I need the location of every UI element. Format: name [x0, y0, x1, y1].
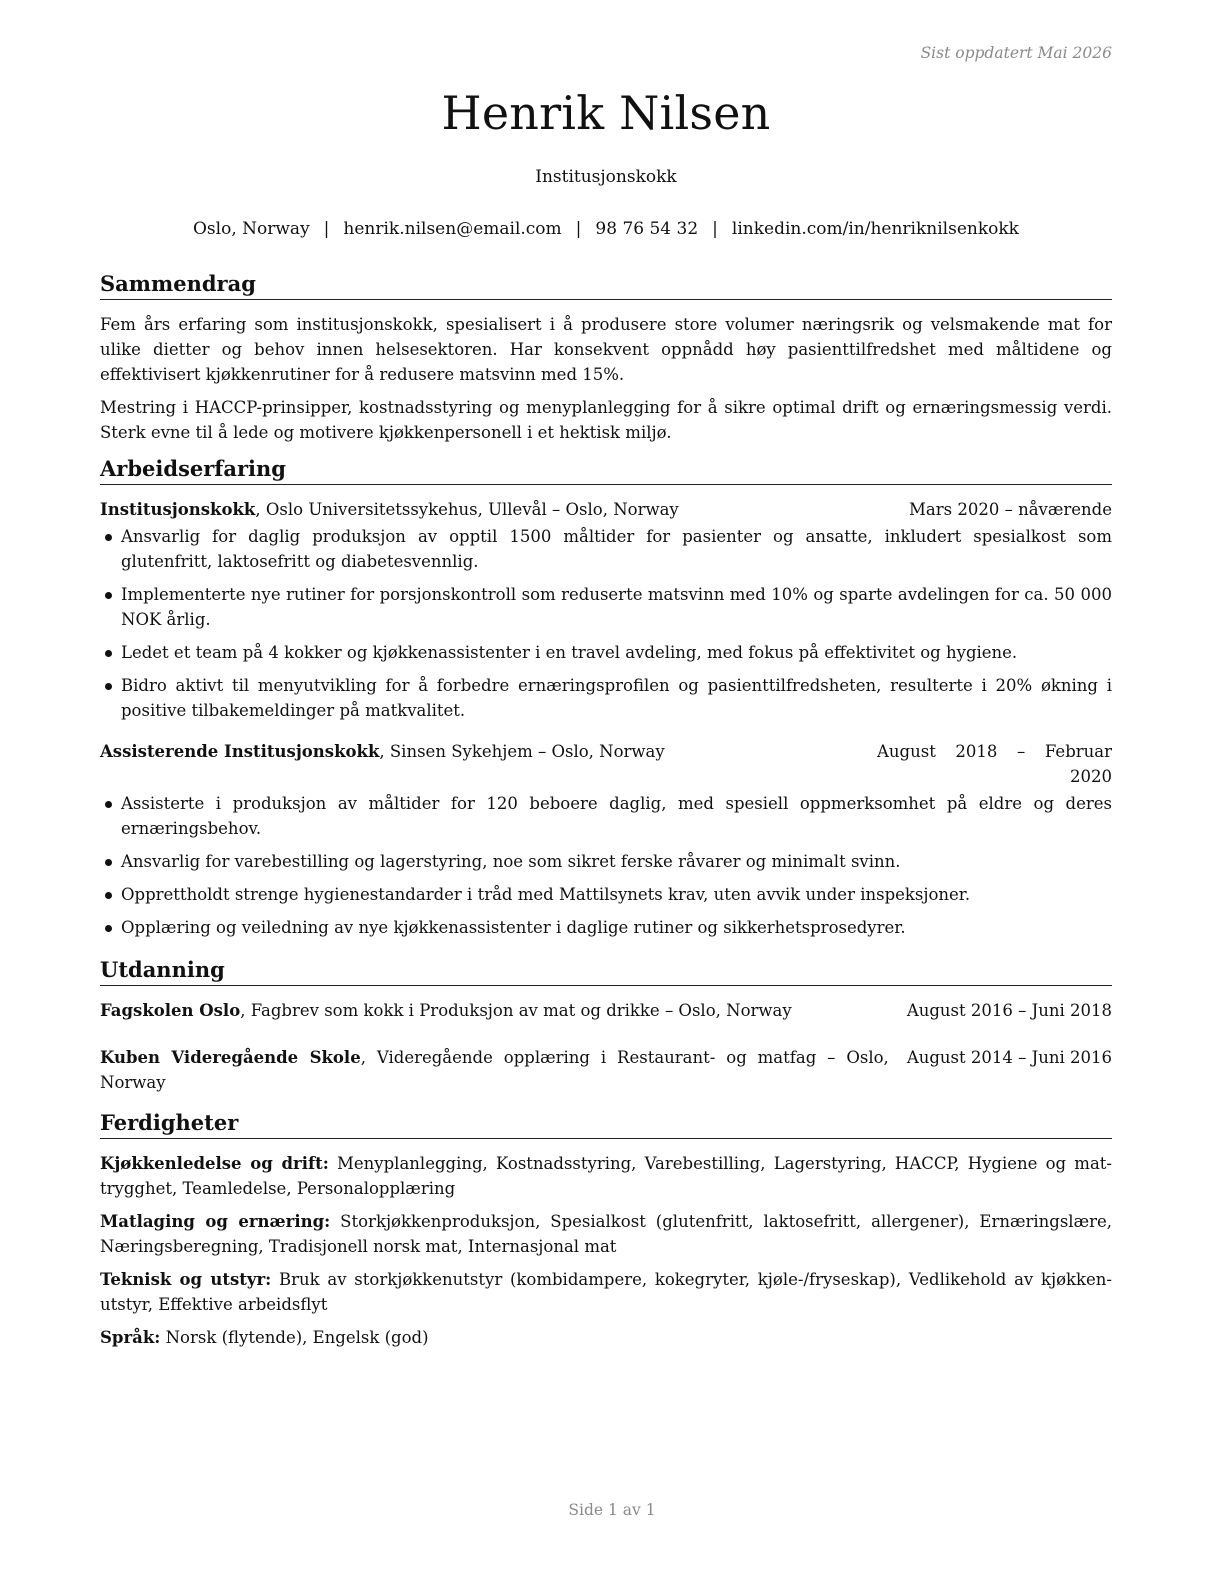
- list-item: Ledet et team på 4 kokker og kjøkkenassistenter i en travel avdeling, med fokus på effektivitet og hygiene.: [100, 640, 1112, 665]
- education-dates: August 2016 – Juni 2018: [906, 1001, 1112, 1020]
- list-item: Bidro aktivt til menyutvikling for å forbedre ernæringsprofilen og pasienttilfredsheten, resulterte i 20% økning i positive tilbakemeldinger på matkvalitet.: [100, 673, 1112, 723]
- education-dates: August 2014 – Juni 2016: [906, 1048, 1112, 1067]
- job-bullets: [100, 524, 1112, 723]
- job-entry: [100, 739, 1112, 940]
- section-heading-skills: Ferdigheter: [100, 1109, 1112, 1139]
- contact-line: [100, 219, 1112, 239]
- skill-group: [100, 1209, 1112, 1259]
- section-heading-summary: Sammendrag: [100, 270, 1112, 300]
- section-heading-education: Utdanning: [100, 956, 1112, 986]
- job-entry: [100, 497, 1112, 723]
- job-dates: August 2018 – Februar 2020: [877, 742, 1112, 786]
- list-item: Assisterte i produksjon av måltider for 120 beboere daglig, med spesiell oppmerksomhet på eldre og deres ernæringsbehov.: [100, 791, 1112, 841]
- contact-location: Oslo, Norway: [193, 219, 310, 239]
- skill-label: Teknisk og utstyr:: [100, 1270, 272, 1289]
- education-detail: , Fagbrev som kokk i Produksjon av mat og drikke – Oslo, Norway: [240, 1001, 792, 1020]
- last-updated: Sist oppdatert Mai 2026: [920, 44, 1112, 62]
- section-heading-experience: Arbeidserfaring: [100, 455, 1112, 485]
- skill-group: [100, 1325, 1112, 1350]
- contact-separator: |: [712, 219, 718, 239]
- skill-text: Storkjøkkenproduksjon, Spesialkost (glutenfritt, laktosefritt, allergener), Ernæringslære, Næringsberegning, Tradisjonell norsk mat, Internasjonal mat: [100, 1212, 1112, 1256]
- summary-paragraph: Fem års erfaring som institusjonskokk, spesialisert i å produsere store volumer næringsrik og velsmakende mat for ulike dietter og behov innen helsesektoren. Har konsekvent oppnådd høy pasienttilfredshet med måltidene og effektivisert kjøkkenrutiner for å redusere matsvinn med 15%.: [100, 315, 1112, 384]
- list-item: Opprettholdt strenge hygienestandarder i tråd med Mattilsynets krav, uten avvik under inspeksjoner.: [100, 882, 1112, 907]
- job-employer: , Oslo Universitetssykehus, Ullevål – Oslo, Norway: [255, 500, 679, 519]
- list-item: Ansvarlig for varebestilling og lagerstyring, noe som sikret ferske råvarer og minimalt svinn.: [100, 849, 1112, 874]
- skill-label: Kjøkkenledelse og drift:: [100, 1154, 329, 1173]
- resume-content: [100, 270, 1112, 1360]
- education-entry: [100, 1045, 1112, 1095]
- job-header: [100, 497, 1112, 522]
- education-entry: [100, 998, 1112, 1023]
- list-item: Ansvarlig for daglig produksjon av opptil 1500 måltider for pasienter og ansatte, inkludert spesialkost som glutenfritt, laktosefritt og diabetesvennlig.: [100, 524, 1112, 574]
- job-title: Institusjonskokk: [100, 500, 256, 519]
- contact-phone: 98 76 54 32: [595, 219, 699, 239]
- list-item: Implementerte nye rutiner for porsjonskontroll som reduserte matsvinn med 10% og sparte avdelingen for ca. 50 000 NOK årlig.: [100, 582, 1112, 632]
- summary-paragraph: Mestring i HACCP-prinsipper, kostnadsstyring og menyplanlegging for å sikre optimal drift og ernæringsmessig verdi. Sterk evne til å lede og motivere kjøkkenpersonell i et hektisk miljø.: [100, 398, 1112, 442]
- skill-label: Språk:: [100, 1328, 161, 1347]
- job-title: Institusjonskokk: [535, 167, 677, 187]
- school-name: Kuben Videregående Skole: [100, 1048, 361, 1067]
- candidate-name: Henrik Nilsen: [441, 86, 771, 140]
- skill-text: Norsk (flytende), Engelsk (god): [160, 1328, 429, 1347]
- job-header: [100, 739, 1112, 789]
- contact-email: henrik.nilsen@email.com: [343, 219, 562, 239]
- experience-section: [100, 455, 1112, 940]
- skill-label: Matlaging og ernæring:: [100, 1212, 331, 1231]
- contact-separator: |: [575, 219, 582, 239]
- school-name: Fagskolen Oslo: [100, 1001, 241, 1020]
- skill-group: [100, 1151, 1112, 1201]
- skill-group: [100, 1267, 1112, 1317]
- page-number: Side 1 av 1: [568, 1501, 656, 1519]
- education-detail: , Videregående opplæring i Restaurant- og matfag – Oslo, Norway: [100, 1048, 889, 1092]
- job-title: Assisterende Institusjonskokk: [100, 742, 380, 761]
- job-bullets: [100, 791, 1112, 940]
- education-section: [100, 956, 1112, 1095]
- skill-text: Menyplanlegging, Kostnadsstyring, Varebestilling, Lagerstyring, HACCP, Hygiene og mattrygghet, Teamledelse, Personalopplæring: [100, 1154, 1112, 1198]
- contact-linkedin: linkedin.com/in/henriknilsenkokk: [731, 219, 1019, 239]
- contact-separator: |: [323, 219, 330, 239]
- skills-section: [100, 1109, 1112, 1350]
- job-employer: , Sinsen Sykehjem – Oslo, Norway: [379, 742, 665, 761]
- job-dates: Mars 2020 – nåværende: [909, 500, 1112, 519]
- skill-text: Bruk av storkjøkkenutstyr (kombidampere, kokegryter, kjøle-/fryseskap), Vedlikehold av kjøkkenutstyr, Effektive arbeidsflyt: [100, 1270, 1112, 1314]
- list-item: Opplæring og veiledning av nye kjøkkenassistenter i daglige rutiner og sikkerhetsprosedyrer.: [100, 915, 1112, 940]
- summary-section: [100, 270, 1112, 445]
